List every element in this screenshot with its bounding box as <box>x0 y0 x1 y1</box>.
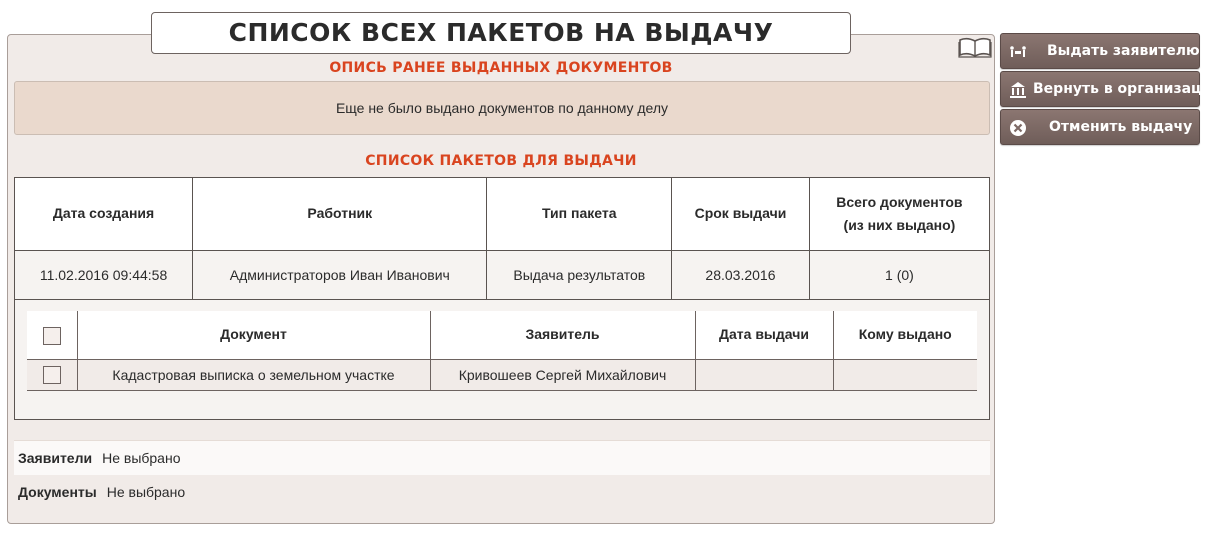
document-name: Кадастровая выписка о земельном участке <box>77 359 430 390</box>
column-worker: Работник <box>193 178 487 250</box>
package-row[interactable] <box>15 250 989 299</box>
package-deadline: 28.03.2016 <box>672 250 810 299</box>
issue-label: Выдать заявителю <box>1047 43 1200 59</box>
packages-list-title: СПИСОК ПАКЕТОВ ДЛЯ ВЫДАЧИ <box>365 153 637 169</box>
issued-documents-title: ОПИСЬ РАНЕЕ ВЫДАННЫХ ДОКУМЕНТОВ <box>329 60 673 76</box>
package-type: Выдача результатов <box>487 250 672 299</box>
packages-table <box>14 177 990 420</box>
package-created: 11.02.2016 09:44:58 <box>15 250 193 299</box>
document-row[interactable] <box>27 359 977 390</box>
column-deadline: Срок выдачи <box>672 178 810 250</box>
cancel-circle-icon <box>1009 119 1027 137</box>
documents-value: Не выбрано <box>106 484 186 500</box>
select-all-checkbox[interactable] <box>43 327 61 345</box>
return-label: Вернуть в организацию <box>1033 81 1225 97</box>
issued-empty-notice: Еще не было выдано документов по данному делу <box>14 81 990 135</box>
applicants-label: Заявители <box>18 450 93 466</box>
document-select-cell <box>27 359 77 390</box>
handover-icon <box>1009 43 1027 61</box>
page-title: СПИСОК ВСЕХ ПАКЕТОВ НА ВЫДАЧУ <box>151 12 851 54</box>
column-issued-to: Кому выдано <box>833 311 977 359</box>
document-applicant: Кривошеев Сергей Михайлович <box>430 359 695 390</box>
applicants-value: Не выбрано <box>102 450 181 466</box>
issue-to-applicant-button[interactable] <box>1000 33 1200 69</box>
selected-applicants <box>14 440 990 475</box>
column-issue-date: Дата выдачи <box>695 311 833 359</box>
building-icon <box>1009 81 1027 99</box>
document-issued-to <box>833 359 977 390</box>
column-created: Дата создания <box>15 178 193 250</box>
return-to-organization-button[interactable] <box>1000 71 1225 107</box>
package-worker: Администраторов Иван Иванович <box>193 250 487 299</box>
packages-header-row <box>15 178 989 250</box>
select-all-cell <box>27 311 77 359</box>
document-checkbox[interactable] <box>43 366 61 384</box>
package-documents <box>27 311 977 391</box>
document-issue-date <box>695 359 833 390</box>
column-document: Документ <box>77 311 430 359</box>
documents-label: Документы <box>18 484 97 500</box>
issue-packages-panel <box>7 34 995 524</box>
book-icon[interactable] <box>958 36 992 58</box>
package-total: 1 (0) <box>809 250 989 299</box>
selected-documents <box>14 475 990 510</box>
documents-header-row <box>27 311 977 359</box>
column-applicant: Заявитель <box>430 311 695 359</box>
column-type: Тип пакета <box>487 178 672 250</box>
column-total: Всего документов (из них выдано) <box>809 178 989 250</box>
cancel-issue-button[interactable] <box>1000 109 1200 145</box>
cancel-label: Отменить выдачу <box>1049 119 1193 135</box>
